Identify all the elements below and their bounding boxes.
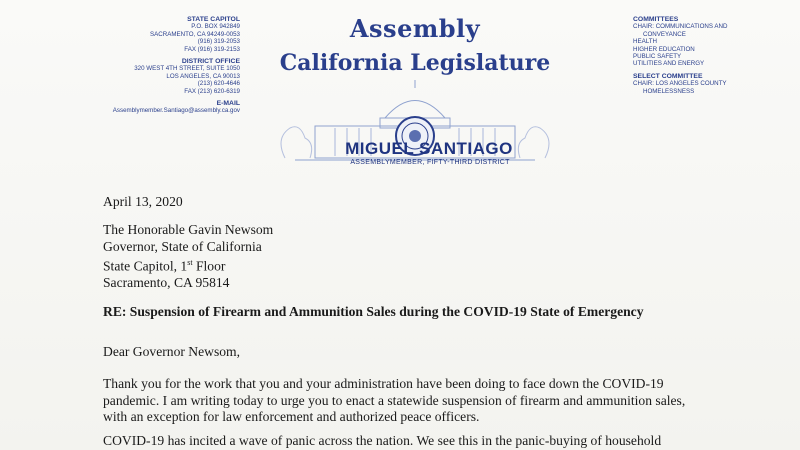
recipient-line: Governor, State of California bbox=[103, 238, 262, 254]
member-title: ASSEMBLYMEMBER, FIFTY-THIRD DISTRICT bbox=[350, 159, 510, 166]
district-fax: FAX (213) 620-6319 bbox=[184, 87, 240, 95]
subject-line: RE: Suspension of Firearm and Ammunition Sales during the COVID-19 State of Emergency bbox=[103, 304, 644, 319]
masthead-title-assembly: Assembly bbox=[349, 14, 481, 43]
select-committee-heading: SELECT COMMITTEE bbox=[633, 72, 703, 80]
select-committee-item: HOMELESSNESS bbox=[643, 87, 695, 95]
capitol-address-line: P.O. BOX 942849 bbox=[191, 23, 240, 31]
recipient-line: State Capitol, 1st Floor bbox=[103, 258, 226, 274]
paragraph-2: COVID-19 has incited a wave of panic across the nation. We see this in the panic-buying of household bbox=[103, 433, 662, 448]
committee-item: CONVEYANCE bbox=[643, 30, 686, 38]
committee-item: HEALTH bbox=[633, 38, 657, 46]
committee-item: PUBLIC SAFETY bbox=[633, 53, 682, 61]
committees-heading: COMMITTEES bbox=[633, 16, 679, 23]
recipient-address bbox=[103, 222, 743, 292]
district-address-line: LOS ANGELES, CA 90013 bbox=[166, 72, 240, 80]
salutation: Dear Governor Newsom, bbox=[103, 344, 241, 359]
state-capitol-heading: STATE CAPITOL bbox=[187, 16, 240, 23]
recipient-line: The Honorable Gavin Newsom bbox=[103, 222, 274, 237]
capitol-fax: FAX (916) 319-2153 bbox=[184, 45, 240, 53]
letter-date: April 13, 2020 bbox=[103, 194, 183, 209]
paragraph-1: Thank you for the work that you and your administration have been doing to face down the COVID-19 pandemic. I am writing today to urge you to enact a statewide suspension of firearm and ammunition sales, with an exception for law enforcement and authorized peace officers. bbox=[103, 376, 686, 425]
committee-item: HIGHER EDUCATION bbox=[633, 45, 695, 53]
letterhead-right-column bbox=[633, 16, 793, 95]
member-name: MIGUEL SANTIAGO bbox=[345, 139, 513, 158]
committee-item: UTILITIES AND ENERGY bbox=[633, 60, 705, 68]
email-address: Assemblymember.Santiago@assembly.ca.gov bbox=[112, 107, 240, 115]
committee-item: CHAIR: COMMUNICATIONS AND bbox=[633, 23, 728, 31]
masthead-title-legislature: California Legislature bbox=[279, 50, 551, 76]
capitol-address-line: SACRAMENTO, CA 94249-0053 bbox=[150, 30, 240, 38]
capitol-phone: (916) 319-2053 bbox=[197, 38, 240, 46]
email-heading: E-MAIL bbox=[216, 100, 240, 108]
select-committee-item: CHAIR: LOS ANGELES COUNTY bbox=[633, 80, 727, 88]
district-address-line: 320 WEST 4TH STREET, SUITE 1050 bbox=[134, 65, 240, 73]
district-phone: (213) 620-4646 bbox=[197, 80, 240, 88]
masthead bbox=[250, 8, 580, 173]
district-office-heading: DISTRICT OFFICE bbox=[181, 58, 240, 66]
letterhead-left-column bbox=[40, 16, 240, 115]
recipient-line: Sacramento, CA 95814 bbox=[103, 275, 230, 291]
